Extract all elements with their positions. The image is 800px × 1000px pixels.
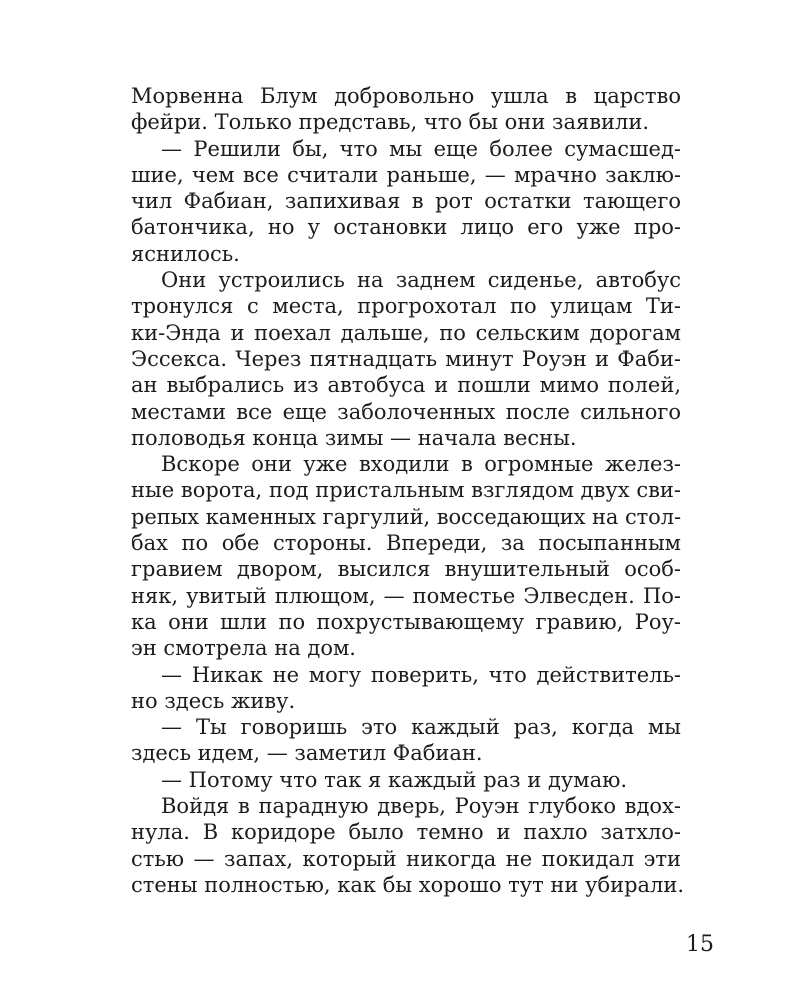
text-line: фейри. Только представь, что бы они заявили.: [131, 110, 650, 135]
text-line: гравием двором, высился внушительный особ-: [131, 557, 681, 582]
page-number: 15: [686, 932, 714, 957]
text-line: ан выбрались из автобуса и пошли мимо полей,: [131, 373, 681, 398]
text-line: яснилось.: [131, 241, 240, 266]
text-line: стены полностью, как бы хорошо тут ни убирали.: [131, 872, 685, 897]
text-line: Войдя в парадную дверь, Роуэн глубоко вдох-: [161, 794, 681, 819]
text-line: здесь идем, — заметил Фабиан.: [131, 741, 483, 766]
text-line: — Ты говоришь это каждый раз, когда мы: [161, 715, 681, 740]
text-line: ки-Энда и поехал дальше, по сельским дорогам: [131, 320, 681, 345]
text-line: — Потому что так я каждый раз и думаю.: [161, 767, 628, 792]
text-line: батончика, но у остановки лицо его уже про-: [131, 215, 681, 240]
text-line: шие, чем все считали раньше, — мрачно заклю-: [131, 162, 681, 187]
text-line: стью — запах, который никогда не покидал эти: [131, 846, 681, 871]
text-line: тронулся с места, прогрохотал по улицам Ти-: [131, 294, 681, 319]
text-line: половодья конца зимы — начала весны.: [131, 425, 577, 450]
text-line: ные ворота, под пристальным взглядом двух сви-: [131, 478, 681, 503]
body-text: [131, 83, 685, 898]
text-line: няк, увитый плющом, — поместье Элвесден. По-: [131, 583, 681, 608]
text-line: чил Фабиан, запихивая в рот остатки тающего: [131, 189, 681, 214]
text-line: нула. В коридоре было темно и пахло затхло-: [131, 820, 681, 845]
text-line: Эссекса. Через пятнадцать минут Роуэн и Фаби-: [131, 346, 681, 371]
text-line: Они устроились на заднем сиденье, автобус: [161, 268, 681, 293]
text-line: местами все еще заболоченных после сильного: [131, 399, 681, 424]
text-line: ка они шли по похрустывающему гравию, Роу-: [131, 609, 681, 634]
text-line: — Никак не могу поверить, что действитель-: [161, 662, 681, 687]
text-line: репых каменных гаргулий, восседающих на стол-: [131, 504, 681, 529]
text-line: — Решили бы, что мы еще более сумасшед-: [161, 136, 681, 161]
text-line: эн смотрела на дом.: [131, 636, 356, 661]
text-line: Морвенна Блум добровольно ушла в царство: [131, 84, 681, 108]
text-line: Вскоре они уже входили в огромные желез-: [161, 452, 681, 477]
text-line: бах по обе стороны. Впереди, за посыпанным: [131, 531, 681, 556]
text-line: но здесь живу.: [131, 688, 296, 713]
